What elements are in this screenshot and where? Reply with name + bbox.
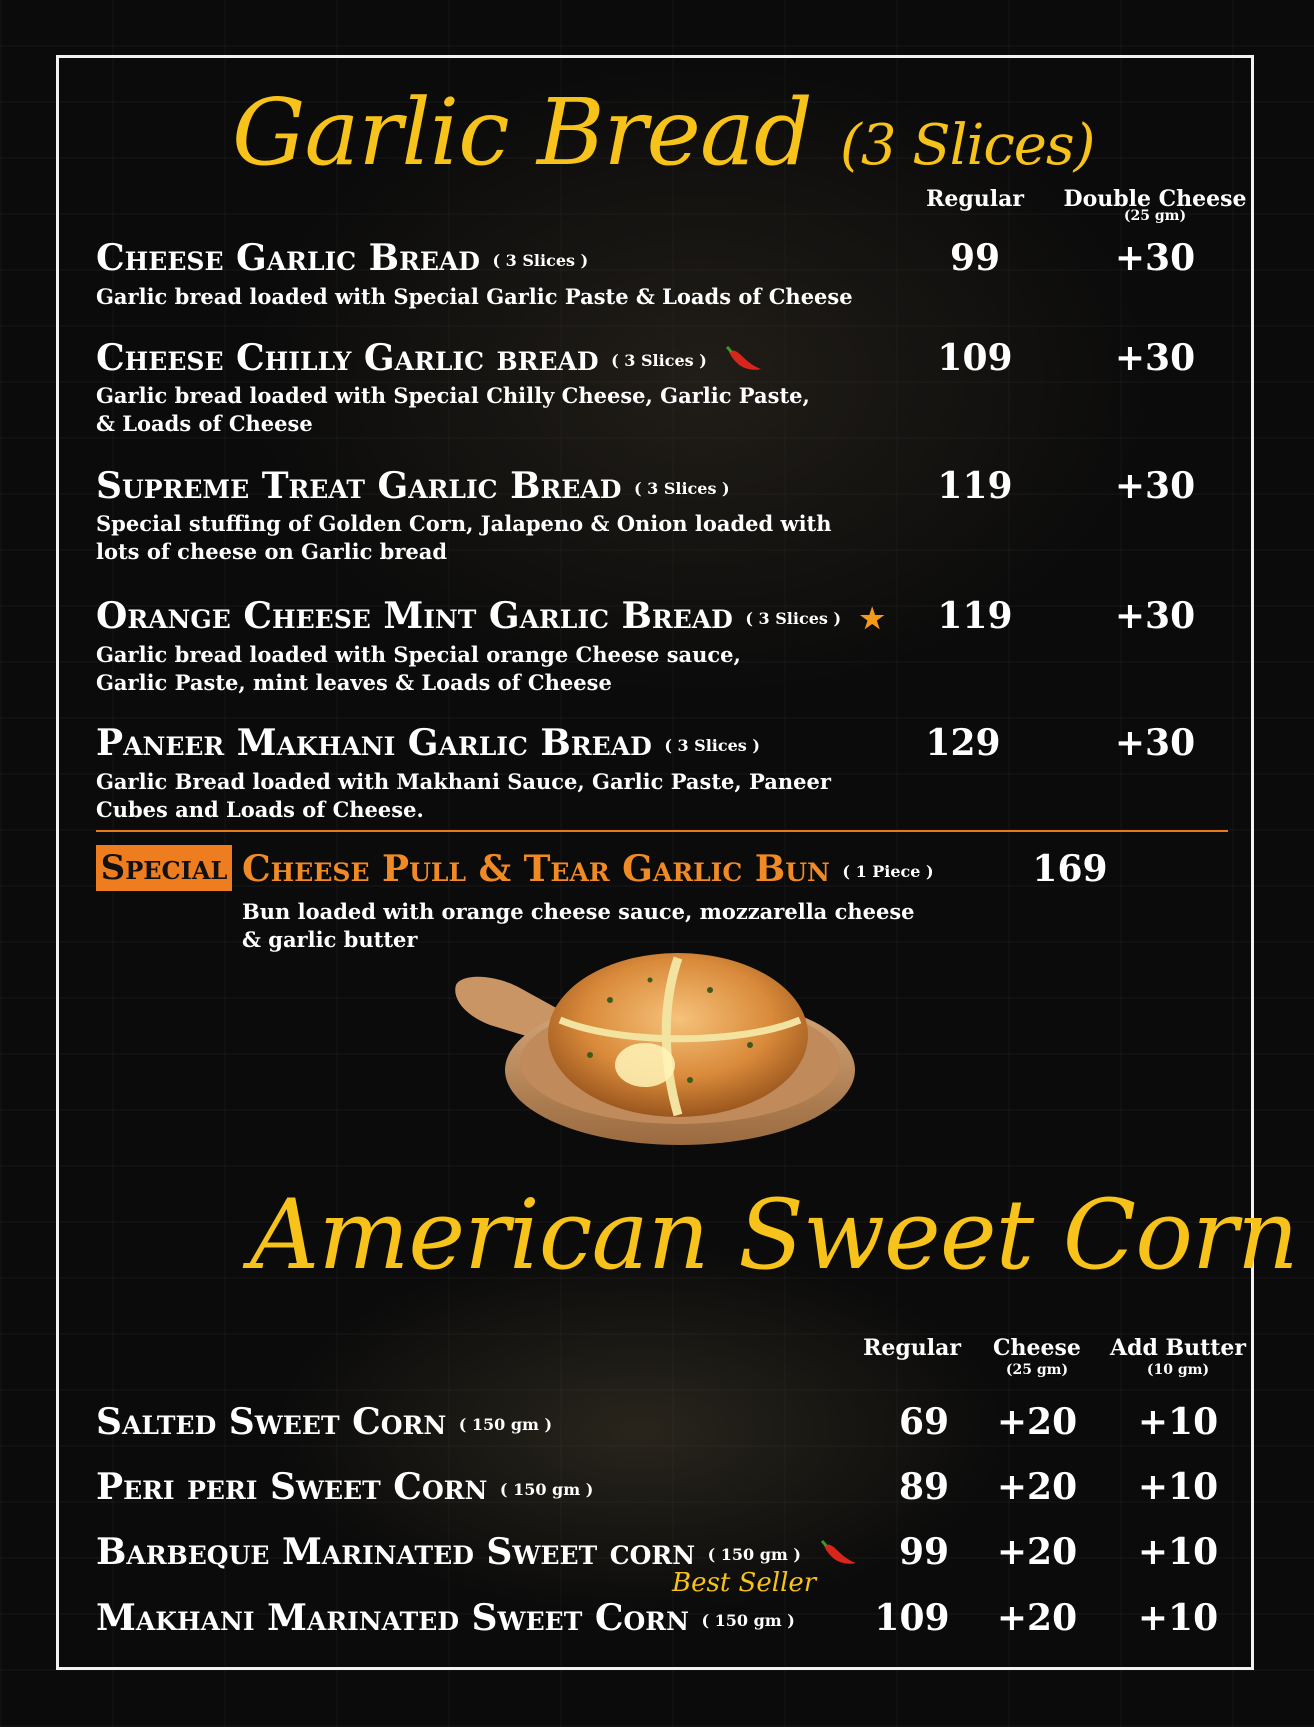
price-double-cheese: +30 bbox=[1114, 722, 1196, 764]
menu-item-desc: Garlic Bread loaded with Makhani Sauce, Garlic Paste, Paneer bbox=[96, 769, 831, 794]
menu-item-name: Barbeque Marinated Sweet corn ( 150 gm ) bbox=[96, 1531, 858, 1576]
price-regular: 89 bbox=[898, 1466, 950, 1508]
special-price: 169 bbox=[1032, 848, 1108, 890]
menu-item-name: Peri peri Sweet Corn ( 150 gm ) bbox=[96, 1466, 594, 1508]
menu-item-name: Supreme Treat Garlic Bread ( 3 Slices ) bbox=[96, 465, 730, 507]
col-cheese-sub: (25 gm) bbox=[1005, 1362, 1069, 1378]
star-icon: ★ bbox=[859, 602, 885, 635]
menu-item-desc: Garlic bread loaded with Special Chilly Cheese, Garlic Paste, bbox=[96, 383, 810, 408]
menu-item-name: Cheese Chilly Garlic bread ( 3 Slices ) bbox=[96, 337, 763, 382]
menu-item-name: Cheese Garlic Bread ( 3 Slices ) bbox=[96, 237, 589, 279]
menu-item-name: Makhani Marinated Sweet Corn ( 150 gm ) bbox=[96, 1597, 795, 1639]
price-cheese: +20 bbox=[996, 1531, 1078, 1573]
special-item-desc: & garlic butter bbox=[242, 927, 418, 952]
menu-item-desc: Special stuffing of Golden Corn, Jalapeno & Onion loaded with bbox=[96, 511, 832, 536]
price-regular: 109 bbox=[874, 1597, 950, 1639]
chilli-pepper-icon bbox=[820, 1534, 858, 1576]
menu-item-name: Salted Sweet Corn ( 150 gm ) bbox=[96, 1401, 553, 1443]
title-text: Garlic Bread bbox=[232, 79, 812, 186]
price-regular: 129 bbox=[925, 722, 1001, 764]
price-butter: +10 bbox=[1137, 1401, 1219, 1443]
price-cheese: +20 bbox=[996, 1401, 1078, 1443]
price-regular: 119 bbox=[937, 595, 1013, 637]
col-double-cheese-sub: (25 gm) bbox=[1123, 208, 1187, 224]
price-regular: 99 bbox=[949, 237, 1001, 279]
title-slices: (3 Slices) bbox=[839, 113, 1095, 178]
price-double-cheese: +30 bbox=[1114, 465, 1196, 507]
price-double-cheese: +30 bbox=[1114, 237, 1196, 279]
garlic-bun-image bbox=[450, 950, 870, 1164]
garlic-bread-title bbox=[232, 78, 1095, 201]
section-divider bbox=[96, 830, 1228, 832]
price-double-cheese: +30 bbox=[1114, 337, 1196, 379]
col-regular: Regular bbox=[926, 186, 1024, 212]
sweet-corn-title: American Sweet Corn bbox=[250, 1179, 1298, 1291]
col-regular: Regular bbox=[863, 1335, 961, 1361]
col-add-butter: Add Butter bbox=[1110, 1335, 1246, 1361]
special-badge: Special bbox=[96, 845, 232, 891]
best-seller-label: Best Seller bbox=[672, 1568, 817, 1598]
col-double-cheese: Double Cheese bbox=[1063, 186, 1247, 212]
price-butter: +10 bbox=[1137, 1597, 1219, 1639]
menu-item-desc: Garlic Paste, mint leaves & Loads of Cheese bbox=[96, 670, 612, 695]
menu-item-desc: Cubes and Loads of Cheese. bbox=[96, 797, 424, 822]
price-regular: 109 bbox=[937, 337, 1013, 379]
menu-item-desc: & Loads of Cheese bbox=[96, 411, 313, 436]
price-double-cheese: +30 bbox=[1114, 595, 1196, 637]
special-item-name: Cheese Pull & Tear Garlic Bun ( 1 Piece ) bbox=[242, 848, 934, 890]
price-regular: 99 bbox=[898, 1531, 950, 1573]
col-cheese: Cheese bbox=[993, 1335, 1081, 1361]
menu-item-desc: Garlic bread loaded with Special Garlic Paste & Loads of Cheese bbox=[96, 284, 853, 309]
menu-item-desc: lots of cheese on Garlic bread bbox=[96, 539, 448, 564]
chilli-pepper-icon bbox=[725, 340, 763, 382]
price-butter: +10 bbox=[1137, 1466, 1219, 1508]
special-item-desc: Bun loaded with orange cheese sauce, mozzarella cheese bbox=[242, 899, 915, 924]
menu-item-name: Orange Cheese Mint Garlic Bread ( 3 Slices ) ★ bbox=[96, 595, 885, 637]
menu-item-desc: Garlic bread loaded with Special orange Cheese sauce, bbox=[96, 642, 741, 667]
price-butter: +10 bbox=[1137, 1531, 1219, 1573]
col-add-butter-sub: (10 gm) bbox=[1146, 1362, 1210, 1378]
price-cheese: +20 bbox=[996, 1597, 1078, 1639]
menu-item-name: Paneer Makhani Garlic Bread ( 3 Slices ) bbox=[96, 722, 760, 764]
price-cheese: +20 bbox=[996, 1466, 1078, 1508]
price-regular: 69 bbox=[898, 1401, 950, 1443]
price-regular: 119 bbox=[937, 465, 1013, 507]
